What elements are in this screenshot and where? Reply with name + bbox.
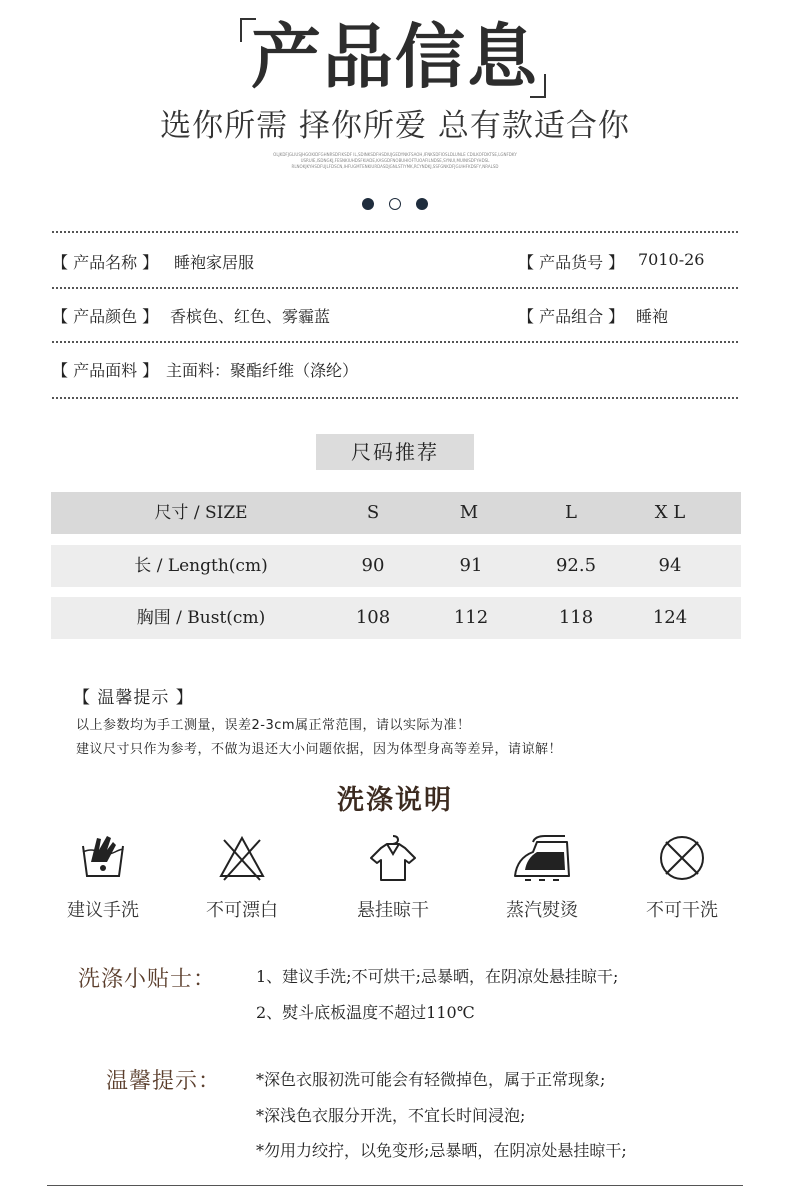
warm-tip-line: *深色衣服初洗可能会有轻微掉色，属于正常现象; xyxy=(256,1070,606,1089)
size-header-m: M xyxy=(459,502,479,523)
warm-tip-line: *深浅色衣服分开洗，不宜长时间浸泡; xyxy=(256,1106,526,1125)
care-label: 悬挂晾干 xyxy=(357,900,429,921)
product-fabric-value: 主面料：聚酯纤维（涤纶） xyxy=(166,361,359,380)
care-label: 不可干洗 xyxy=(646,900,718,921)
title-bracket-right xyxy=(530,74,546,98)
dotted-divider xyxy=(52,287,738,289)
dot-filled xyxy=(416,198,428,210)
size-section-title: 尺码推荐 xyxy=(316,434,474,470)
page-subtitle: 选你所需 择你所爱 总有款适合你 xyxy=(160,108,630,144)
decorative-text-line: RLNOKJKYHSDFUJLFDSCN,IHFUGMTENKIURDASDJGNLSTIYMK,RCYNDKJ,SSFGNKDFJGUIHFKDSFY,NRALSD xyxy=(291,164,499,169)
info-row-name xyxy=(52,250,738,274)
care-tip-line: 2、熨斗底板温度不超过110℃ xyxy=(256,1003,475,1022)
size-row-label: 胸围 / Bust(cm) xyxy=(136,608,266,628)
care-label: 不可漂白 xyxy=(206,900,278,921)
size-cell: 112 xyxy=(453,607,489,628)
info-row-color xyxy=(52,304,738,328)
product-color-value: 香槟色、红色、雾霾蓝 xyxy=(170,307,331,326)
product-sku-value: 7010-26 xyxy=(638,250,705,269)
care-label: 蒸汽熨烫 xyxy=(506,900,578,921)
product-color-label: 【 产品颜色 】 xyxy=(52,307,159,326)
product-sku-label: 【 产品货号 】 xyxy=(518,253,625,272)
size-cell: 90 xyxy=(361,555,385,576)
size-cell: 91 xyxy=(459,555,483,576)
washing-title: 洗涤说明 xyxy=(337,785,453,816)
hand-wash-icon xyxy=(77,832,129,884)
title-block xyxy=(0,12,790,102)
warm-tips-label: 温馨提示： xyxy=(106,1069,222,1094)
product-fabric-label: 【 产品面料 】 xyxy=(52,361,159,380)
care-item-steam-iron xyxy=(482,832,602,922)
care-tips-label: 洗涤小贴士： xyxy=(78,967,217,992)
care-item-no-bleach xyxy=(182,832,302,922)
size-cell: 108 xyxy=(355,607,391,628)
size-cell: 94 xyxy=(658,555,682,576)
size-row-label: 长 / Length(cm) xyxy=(134,556,268,576)
decorative-text-line: OLJKDFJGLIUSJHGOKIDFGHNRSDFIKSDF IL,SDINKSDFHSDIUJGEDYNKFSAOH,IFNKSDFIOSLDLUNLE CDILKOFDKTSE,LGNFDKY xyxy=(273,152,517,157)
hang-dry-icon xyxy=(367,832,419,884)
product-name-value: 睡袍家居服 xyxy=(174,253,255,272)
size-table-row xyxy=(51,597,741,639)
bottom-divider xyxy=(47,1185,743,1186)
size-header-xl: X L xyxy=(654,502,686,523)
product-name-label: 【 产品名称 】 xyxy=(52,253,159,272)
size-cell: 124 xyxy=(652,607,688,628)
size-header-s: S xyxy=(366,502,380,523)
notice-line: 建议尺寸只作为参考，不做为退还大小问题依据，因为体型身高等差异，请谅解！ xyxy=(76,742,563,757)
dotted-divider xyxy=(52,231,738,233)
title-bracket-left xyxy=(240,18,256,42)
dot-filled xyxy=(362,198,374,210)
size-table-row xyxy=(51,545,741,587)
page-title: 产品信息 xyxy=(251,16,539,98)
care-item-hang-dry xyxy=(333,832,453,922)
info-row-fabric xyxy=(52,358,738,382)
dot-empty xyxy=(389,198,401,210)
care-tip-line: 1、建议手洗;不可烘干;忌暴晒，在阴凉处悬挂晾干; xyxy=(256,967,619,986)
dotted-divider xyxy=(52,341,738,343)
care-item-hand-wash xyxy=(43,832,163,922)
notice-line: 以上参数均为手工测量，误差2-3cm属正常范围，请以实际为准！ xyxy=(76,718,471,733)
size-header-label: 尺寸 / SIZE xyxy=(154,503,248,523)
care-label: 建议手洗 xyxy=(67,900,139,921)
dotted-divider xyxy=(52,397,738,399)
no-bleach-icon xyxy=(216,832,268,884)
size-header-l: L xyxy=(565,502,577,523)
decorative-dots xyxy=(0,193,790,212)
size-table-header xyxy=(51,492,741,534)
size-cell: 118 xyxy=(558,607,594,628)
decorative-text-line: USRUIE,ISDNGKJ,FESNKIUHDSFKIADE,KASGDFNOBUHIOFTUOAFILNDSE,SYNUI,MUINISDFYHDSL xyxy=(300,158,490,163)
steam-iron-icon xyxy=(511,832,573,884)
size-cell: 92.5 xyxy=(555,555,597,576)
no-dry-clean-icon xyxy=(656,832,708,884)
product-combo-value: 睡袍 xyxy=(636,307,669,326)
notice-heading: 【 温馨提示 】 xyxy=(73,688,194,708)
product-combo-label: 【 产品组合 】 xyxy=(518,307,625,326)
warm-tip-line: *勿用力绞拧，以免变形;忌暴晒，在阴凉处悬挂晾干; xyxy=(256,1141,627,1160)
care-item-no-dry-clean xyxy=(622,832,742,922)
